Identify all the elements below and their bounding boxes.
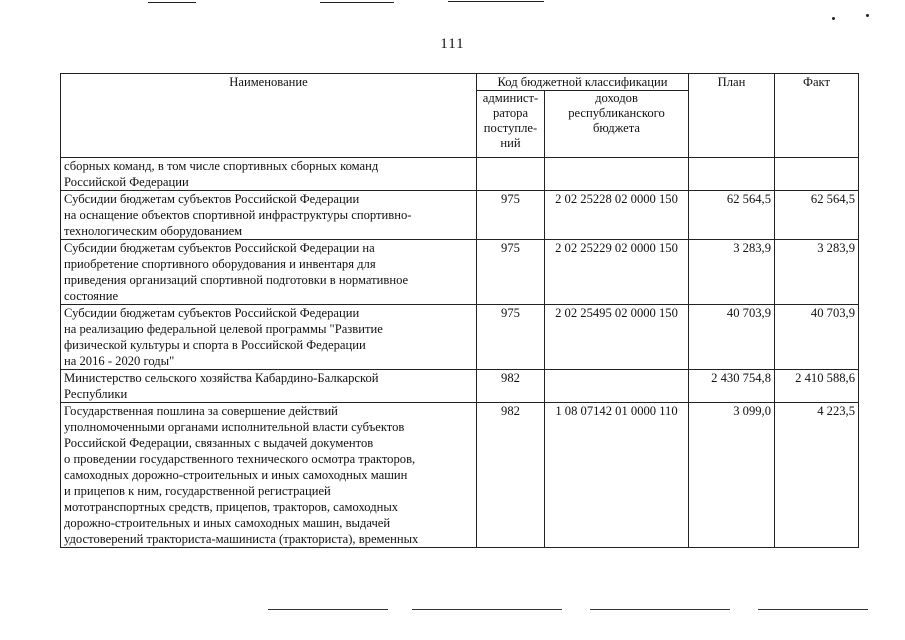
row-admin: 982	[477, 370, 545, 403]
row-fact	[775, 158, 859, 191]
row-plan: 40 703,9	[689, 305, 775, 370]
row-name: Министерство сельского хозяйства Кабардино-Балкарской Республики	[61, 370, 477, 403]
row-name: Государственная пошлина за совершение действий уполномоченными органами исполнительной власти субъектов Российской Федерации, связанных с выдачей документов о проведении государственного технического осмотра тракторов, самоходных дорожно-строительных и иных самоходных машин и прицепов к ним, государственной регистрацией мототранспортных средств, прицепов, тракторов, самоходных дорожно-строительных и иных самоходных машин, выдачей удостоверений тракториста-машиниста (тракториста), временных	[61, 403, 477, 548]
row-code: 2 02 25228 02 0000 150	[545, 191, 689, 240]
row-fact: 4 223,5	[775, 403, 859, 548]
row-admin	[477, 158, 545, 191]
table-row	[61, 158, 859, 191]
row-admin: 975	[477, 191, 545, 240]
row-admin: 975	[477, 305, 545, 370]
page-number: 111	[440, 36, 465, 52]
row-code: 1 08 07142 01 0000 110	[545, 403, 689, 548]
row-fact: 62 564,5	[775, 191, 859, 240]
table-row	[61, 403, 859, 548]
row-plan: 3 283,9	[689, 240, 775, 305]
row-plan: 62 564,5	[689, 191, 775, 240]
row-fact: 40 703,9	[775, 305, 859, 370]
row-code: 2 02 25495 02 0000 150	[545, 305, 689, 370]
scan-dot-1	[832, 17, 835, 20]
scan-line-top-1	[148, 2, 196, 3]
scan-line-bottom-1	[268, 609, 388, 610]
header-admin: админист- ратора поступле- ний	[477, 91, 545, 158]
header-name: Наименование	[61, 74, 477, 158]
table-row	[61, 191, 859, 240]
table-row	[61, 370, 859, 403]
budget-table	[60, 73, 859, 548]
header-row-1	[61, 74, 859, 91]
row-name: Субсидии бюджетам субъектов Российской Федерации на приобретение спортивного оборудования и инвентаря для приведения организаций спортивной подготовки в нормативное состояние	[61, 240, 477, 305]
table-row	[61, 305, 859, 370]
row-admin: 982	[477, 403, 545, 548]
row-plan	[689, 158, 775, 191]
row-code	[545, 370, 689, 403]
row-name: Субсидии бюджетам субъектов Российской Федерации на оснащение объектов спортивной инфраструктуры спортивно- технологическим оборудованием	[61, 191, 477, 240]
scan-line-bottom-3	[590, 609, 730, 610]
row-name: Субсидии бюджетам субъектов Российской Федерации на реализацию федеральной целевой программы "Развитие физической культуры и спорта в Российской Федерации на 2016 - 2020 годы"	[61, 305, 477, 370]
row-plan: 2 430 754,8	[689, 370, 775, 403]
scan-dot-2	[866, 14, 869, 17]
row-plan: 3 099,0	[689, 403, 775, 548]
scan-line-top-2	[320, 2, 394, 3]
row-name: сборных команд, в том числе спортивных сборных команд Российской Федерации	[61, 158, 477, 191]
row-code: 2 02 25229 02 0000 150	[545, 240, 689, 305]
header-plan: План	[689, 74, 775, 158]
scan-line-top-3	[448, 1, 544, 2]
header-income: доходов республиканского бюджета	[545, 91, 689, 158]
row-code	[545, 158, 689, 191]
row-fact: 3 283,9	[775, 240, 859, 305]
row-fact: 2 410 588,6	[775, 370, 859, 403]
scan-line-bottom-4	[758, 609, 868, 610]
header-code-group: Код бюджетной классификации	[477, 74, 689, 91]
header-fact: Факт	[775, 74, 859, 158]
row-admin: 975	[477, 240, 545, 305]
table-row	[61, 240, 859, 305]
scan-line-bottom-2	[412, 609, 562, 610]
